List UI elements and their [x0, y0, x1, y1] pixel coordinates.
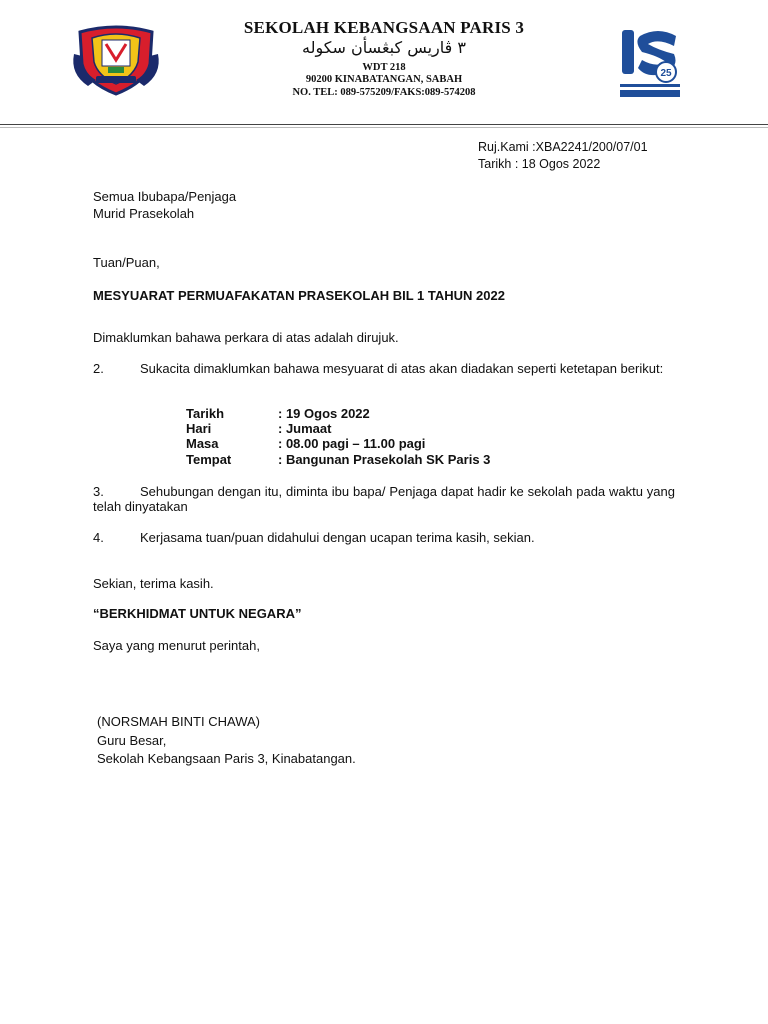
detail-value-day: : Jumaat [278, 421, 332, 436]
signatory-name: (NORSMAH BINTI CHAWA) [97, 714, 260, 729]
letter-subject: MESYUARAT PERMUAFAKATAN PRASEKOLAH BIL 1 TAHUN 2022 [93, 288, 505, 303]
detail-label-day: Hari [186, 421, 212, 436]
detail-label-date: Tarikh [186, 406, 225, 421]
school-address: 90200 KINABATANGAN, SABAH [305, 74, 463, 85]
school-contact: NO. TEL: 089-575209/FAKS:089-574208 [292, 87, 476, 98]
reference-number: Ruj.Kami :XBA2241/200/07/01 [478, 140, 648, 154]
paragraph-3 [93, 484, 675, 514]
header-divider-shadow [0, 127, 768, 128]
paragraph-3-number: 3. [93, 484, 104, 499]
svg-text:25: 25 [660, 68, 672, 79]
paragraph-4 [93, 530, 675, 545]
school-name: SEKOLAH KEBANGSAAN PARIS 3 [243, 18, 525, 37]
signatory-school: Sekolah Kebangsaan Paris 3, Kinabatangan. [97, 751, 356, 766]
signatory-title: Guru Besar, [97, 733, 167, 748]
closing-order: Saya yang menurut perintah, [93, 638, 260, 653]
detail-label-time: Masa [186, 436, 219, 451]
letter-date: Tarikh : 18 Ogos 2022 [478, 157, 601, 171]
school-name-jawi: ٣ ڤاريس كبڠسأن سكوله [302, 38, 466, 57]
school-code: WDT 218 [362, 62, 406, 73]
paragraph-3-text: Sehubungan dengan itu, diminta ibu bapa/ Penjaga dapat hadir ke sekolah pada waktu yang telah dinyatakan [93, 484, 675, 514]
paragraph-2-number: 2. [93, 361, 104, 376]
paragraph-4-text: Kerjasama tuan/puan didahului dengan ucapan terima kasih, sekian. [140, 530, 535, 545]
detail-label-venue: Tempat [186, 452, 232, 467]
paragraph-4-number: 4. [93, 530, 104, 545]
motto: “BERKHIDMAT UNTUK NEGARA” [93, 606, 302, 621]
paragraph-2 [93, 361, 675, 376]
recipient-line-2: Murid Prasekolah [93, 206, 195, 221]
detail-value-time: : 08.00 pagi – 11.00 pagi [278, 436, 426, 451]
salutation: Tuan/Puan, [93, 255, 160, 270]
recipient-line-1: Semua Ibubapa/Penjaga [93, 189, 237, 204]
closing-thanks: Sekian, terima kasih. [93, 576, 214, 591]
detail-value-date: : 19 Ogos 2022 [278, 406, 370, 421]
header-divider [0, 124, 768, 125]
lestari-25-logo [618, 24, 682, 104]
detail-value-venue: : Bangunan Prasekolah SK Paris 3 [278, 452, 491, 467]
paragraph-2-text: Sukacita dimaklumkan bahawa mesyuarat di atas akan diadakan seperti ketetapan berikut: [140, 361, 664, 376]
paragraph-1: Dimaklumkan bahawa perkara di atas adalah dirujuk. [93, 330, 399, 345]
